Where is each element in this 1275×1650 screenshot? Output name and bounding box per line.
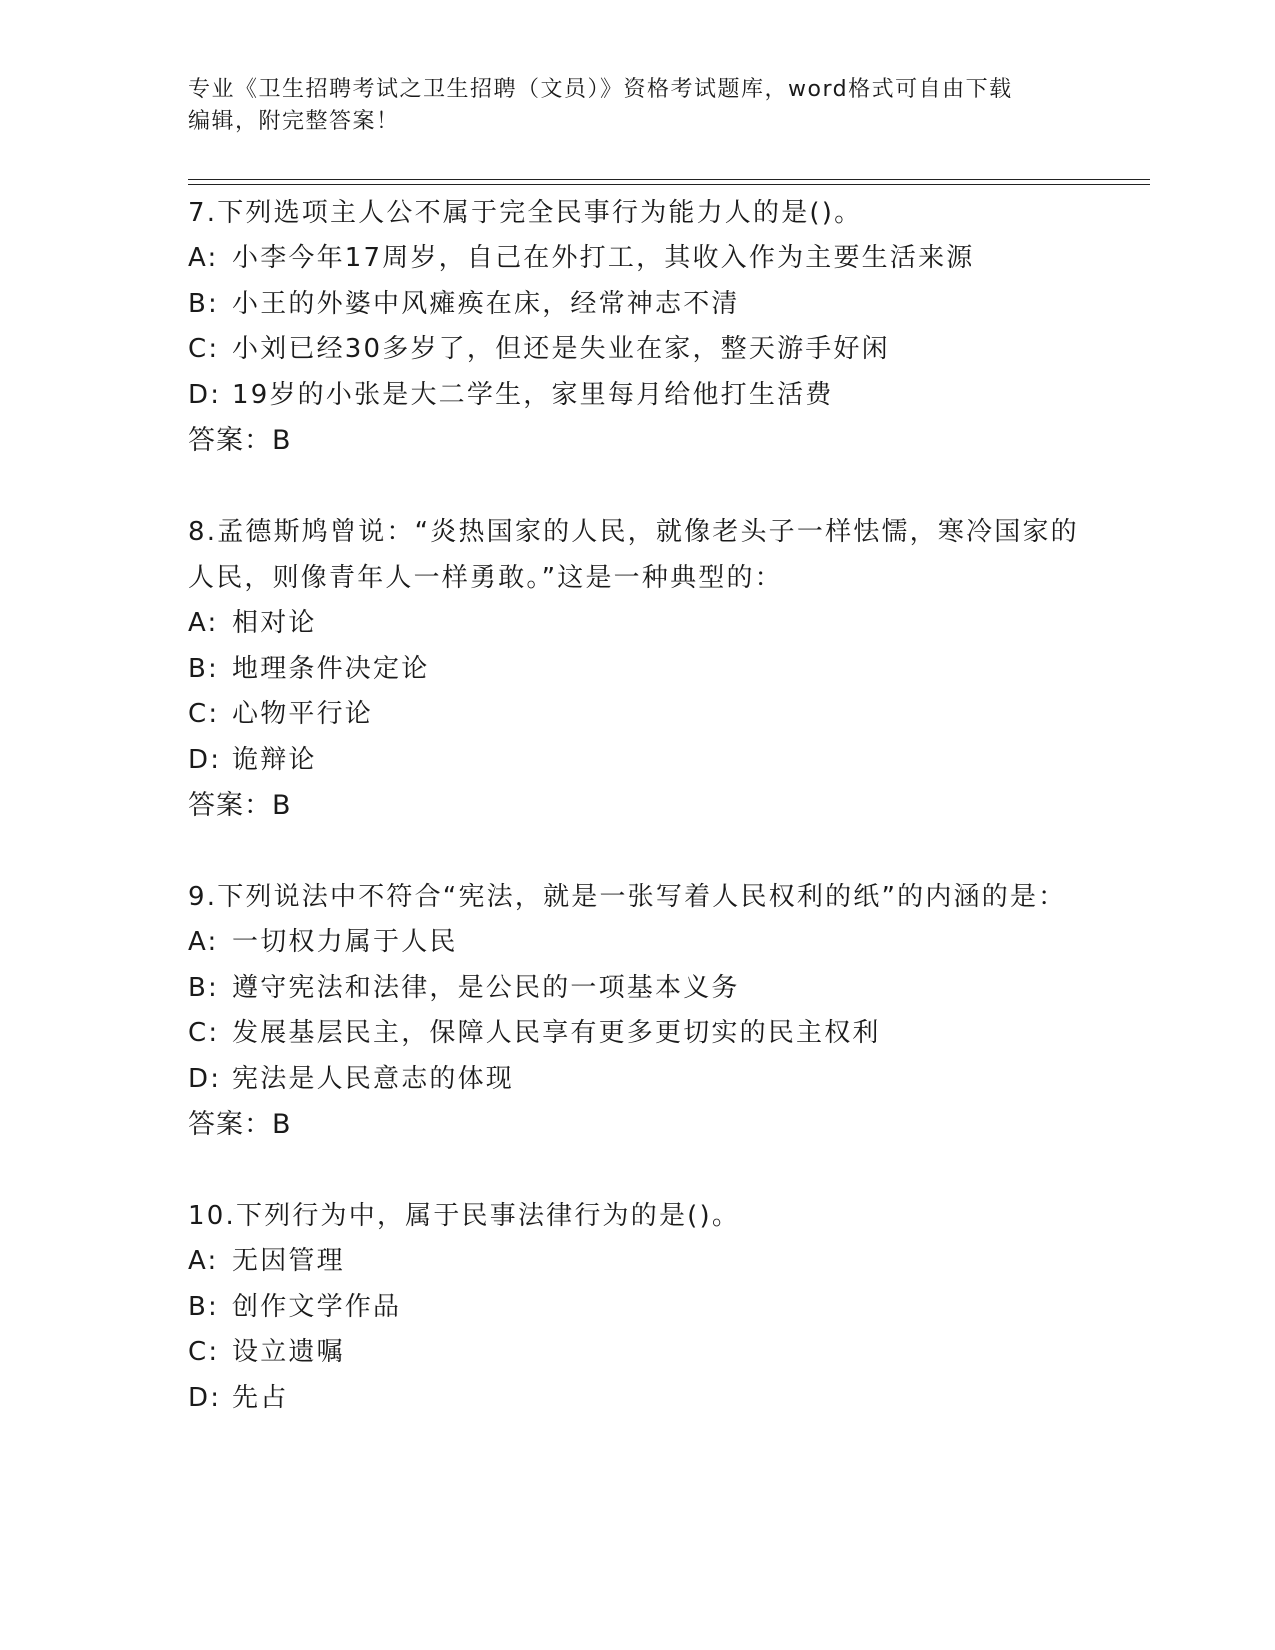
question-8 (188, 509, 1088, 829)
option-key: D: (188, 1382, 222, 1413)
option-d (188, 1376, 1088, 1422)
option-key: B: (188, 288, 219, 319)
question-stem: 10.下列行为中，属于民事法律行为的是()。 (188, 1201, 741, 1231)
option-text: 遵守宪法和法律，是公民的一项基本义务 (232, 972, 740, 1003)
option-a (188, 601, 1088, 647)
option-text: 心物平行论 (232, 699, 374, 729)
option-d (188, 1057, 1088, 1103)
question-list (188, 190, 1088, 1421)
option-text: 宪法是人民意志的体现 (232, 1063, 515, 1094)
option-key: D: (188, 379, 222, 410)
option-text: 小刘已经30多岁了，但还是失业在家，整天游手好闲 (232, 334, 890, 364)
option-d (188, 738, 1088, 784)
option-c (188, 327, 1088, 373)
option-text: 无因管理 (232, 1246, 345, 1276)
question-stem: 7.下列选项主人公不属于完全民事行为能力人的是()。 (188, 198, 863, 228)
option-b (188, 966, 1088, 1012)
option-c (188, 692, 1088, 738)
option-b (188, 282, 1088, 328)
option-key: C: (188, 334, 220, 364)
header-rule-bottom (188, 184, 1150, 185)
answer-line: 答案：B (188, 790, 292, 821)
spacer (188, 464, 1088, 509)
option-text: 地理条件决定论 (232, 653, 430, 684)
option-key: A: (188, 608, 219, 638)
option-key: B: (188, 653, 219, 684)
option-a (188, 1239, 1088, 1285)
option-key: D: (188, 744, 222, 775)
option-key: D: (188, 1063, 222, 1094)
question-7 (188, 190, 1088, 464)
option-key: B: (188, 972, 219, 1003)
question-stem: 9.下列说法中不符合“宪法，就是一张写着人民权利的纸”的内涵的是： (188, 882, 1067, 912)
option-key: A: (188, 1246, 219, 1276)
question-10 (188, 1193, 1088, 1421)
document-header (188, 74, 1068, 138)
answer-line: 答案：B (188, 425, 292, 456)
option-key: A: (188, 243, 219, 273)
option-b (188, 1285, 1088, 1331)
option-text: 一切权力属于人民 (232, 927, 458, 957)
option-key: B: (188, 1291, 219, 1322)
header-line-2: 编辑，附完整答案！ (188, 109, 400, 134)
option-key: C: (188, 1337, 220, 1367)
option-text: 设立遗嘱 (232, 1337, 345, 1367)
header-rule-top (188, 179, 1150, 180)
option-text: 相对论 (232, 608, 317, 638)
option-text: 诡辩论 (232, 744, 317, 775)
option-c (188, 1011, 1088, 1057)
option-c (188, 1330, 1088, 1376)
option-key: A: (188, 927, 219, 957)
header-line-1: 专业《卫生招聘考试之卫生招聘（文员）》资格考试题库，word格式可自由下载 (188, 77, 1013, 102)
option-a (188, 236, 1088, 282)
option-text: 发展基层民主，保障人民享有更多更切实的民主权利 (232, 1018, 881, 1048)
question-9 (188, 874, 1088, 1148)
answer-line: 答案：B (188, 1109, 292, 1140)
option-text: 小李今年17周岁，自己在外打工，其收入作为主要生活来源 (232, 243, 975, 273)
spacer (188, 829, 1088, 874)
spacer (188, 1148, 1088, 1193)
option-a (188, 920, 1088, 966)
option-text: 小王的外婆中风瘫痪在床，经常神志不清 (232, 288, 740, 319)
option-b (188, 647, 1088, 693)
option-text: 19岁的小张是大二学生，家里每月给他打生活费 (232, 379, 834, 410)
question-stem: 8.孟德斯鸠曾说：“炎热国家的人民，就像老头子一样怯懦，寒冷国家的人民，则像青年人一样勇敢。”这是一种典型的： (188, 517, 1079, 593)
option-d (188, 373, 1088, 419)
option-key: C: (188, 1018, 220, 1048)
option-text: 先占 (232, 1382, 289, 1413)
option-key: C: (188, 699, 220, 729)
option-text: 创作文学作品 (232, 1291, 402, 1322)
